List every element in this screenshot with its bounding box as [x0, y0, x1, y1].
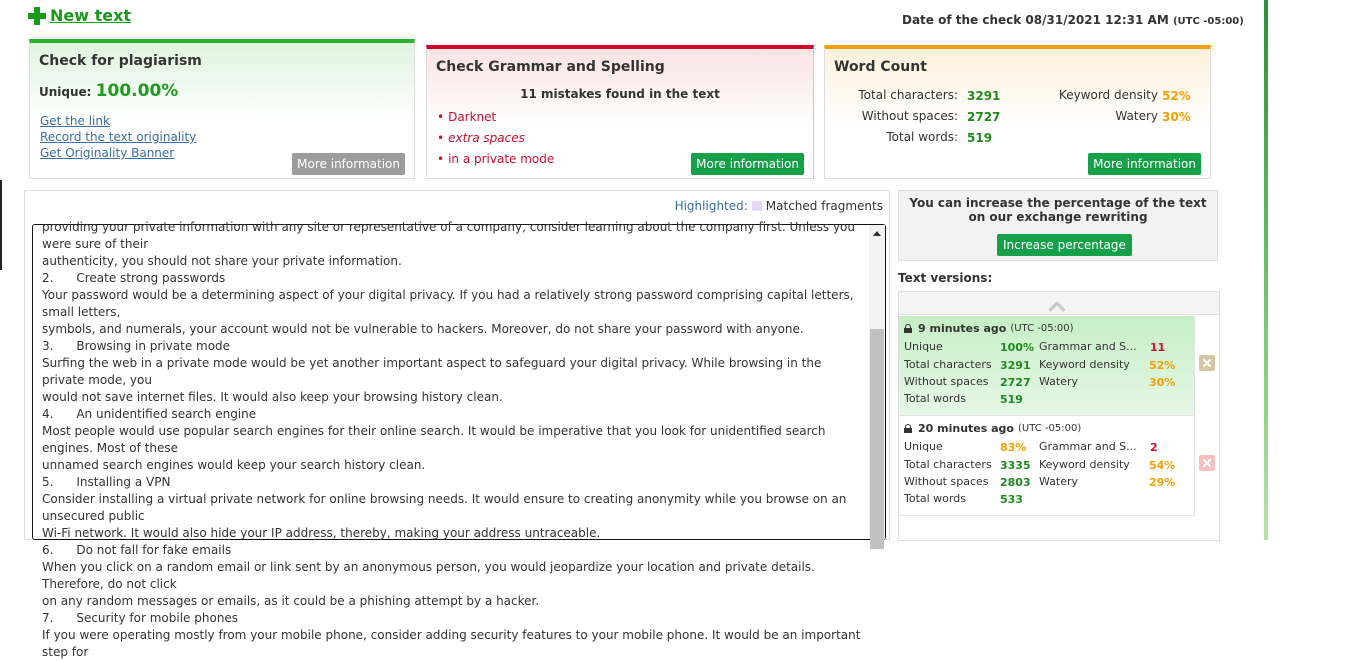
- text-line: unnamed search engines would keep your search history clean.: [42, 458, 426, 472]
- highlighted-label: Highlighted:: [674, 199, 748, 213]
- text-line: Your password would be a determining aspect of your digital privacy. If you had a relatively strong password comprising capital letters, small letters,: [42, 288, 854, 319]
- record-originality-link[interactable]: Record the text originality: [40, 130, 197, 144]
- version-time: 20 minutes ago: [918, 422, 1014, 435]
- get-link[interactable]: Get the link: [40, 114, 110, 128]
- text-panel: [24, 190, 890, 659]
- keyword-density-label: Keyword density: [1039, 358, 1130, 371]
- text-scrollbar[interactable]: [869, 225, 885, 539]
- grammar-error-item[interactable]: • Darknet: [437, 110, 497, 124]
- total-words-value: 519: [967, 131, 993, 145]
- text-line: Most people would use popular search engines for their online search. It would be imperative that you look for unidentified search engines. Most of these: [42, 424, 826, 455]
- text-line: authenticity, you should not share your private information.: [42, 254, 402, 268]
- keyword-density-value: 52%: [1149, 359, 1176, 372]
- grammar-more-button[interactable]: More information: [691, 153, 804, 175]
- grammar-title: Check Grammar and Spelling: [436, 59, 665, 75]
- version-item[interactable]: [899, 416, 1194, 516]
- lock-icon: [904, 424, 912, 433]
- unique-label: Unique:: [39, 85, 92, 99]
- text-line: Consider installing a virtual private network for online browsing needs. It would ensure to creating anonymity while you browse on an unsecured public: [42, 492, 847, 523]
- background-strip: [1264, 0, 1268, 540]
- total-words-label: Total words:: [886, 130, 958, 144]
- plagiarism-card: [29, 39, 415, 179]
- keyword-density-label: Keyword density: [1058, 88, 1158, 102]
- grammar-label: Grammar and S...: [1039, 340, 1137, 353]
- unique-label: Unique: [904, 440, 943, 453]
- version-header: [904, 322, 1074, 335]
- text-line: 6. Do not fall for fake emails: [42, 543, 232, 557]
- new-text-label: New text: [50, 6, 132, 25]
- keyword-density-label: Keyword density: [1039, 458, 1130, 471]
- window-edge: [0, 180, 2, 270]
- word-count-more-button[interactable]: More information: [1088, 153, 1201, 175]
- version-timezone: (UTC -05:00): [1017, 423, 1082, 434]
- version-time: 9 minutes ago: [918, 322, 1007, 335]
- word-count-card: [824, 45, 1211, 179]
- total-words-label: Total words: [904, 492, 966, 505]
- watery-value: 29%: [1149, 476, 1176, 489]
- lock-icon: [904, 324, 912, 333]
- unique-label: Unique: [904, 340, 943, 353]
- without-spaces-value: 2727: [1000, 376, 1031, 389]
- total-characters-label: Total characters:: [858, 88, 958, 102]
- keyword-density-value: 52%: [1162, 89, 1191, 103]
- text-line: providing your private information with any site or representative of a company, consider learning about the company first. Unless you were sure of their: [42, 220, 855, 251]
- check-date-timezone: (UTC -05:00): [1172, 16, 1244, 27]
- text-line: 3. Browsing in private mode: [42, 339, 231, 353]
- total-words-value: 533: [1000, 493, 1023, 506]
- without-spaces-label: Without spaces: [904, 475, 989, 488]
- keyword-density-value: 54%: [1149, 459, 1176, 472]
- total-characters-value: 3335: [1000, 459, 1031, 472]
- grammar-error-item[interactable]: • in a private mode: [437, 152, 555, 166]
- text-line: 2. Create strong passwords: [42, 271, 226, 285]
- versions-divider: [1194, 316, 1195, 516]
- text-editor[interactable]: [32, 220, 886, 659]
- matched-swatch: [752, 201, 762, 211]
- text-line: When you click on a random email or link sent by an anonymous person, you would jeopardize your location and private details. Therefore, do not click: [42, 560, 815, 591]
- watery-label: Watery: [1039, 475, 1079, 488]
- new-text-link[interactable]: [28, 6, 131, 25]
- without-spaces-value: 2727: [967, 110, 1001, 124]
- unique-value: 100.00%: [95, 81, 179, 101]
- versions-scroll-up[interactable]: [899, 292, 1219, 315]
- watery-value: 30%: [1162, 110, 1191, 124]
- total-words-label: Total words: [904, 392, 966, 405]
- without-spaces-label: Without spaces:: [861, 109, 958, 123]
- text-line: If you were operating mostly from your mobile phone, consider adding security features to your mobile phone. It would be an important step for: [42, 628, 861, 659]
- text-versions-list: [898, 291, 1220, 541]
- word-count-title: Word Count: [834, 59, 927, 75]
- text-line: symbols, and numerals, your account would not be vulnerable to hackers. Moreover, do not share your password with anyone.: [42, 322, 804, 336]
- total-characters-label: Total characters: [904, 358, 992, 371]
- unique-score: [39, 81, 178, 101]
- delete-version-icon[interactable]: [1199, 455, 1215, 471]
- watery-label: Watery: [1115, 109, 1158, 123]
- check-date-label: Date of the check 08/31/2021 12:31 AM: [902, 13, 1169, 27]
- unique-value: 100%: [1000, 341, 1034, 354]
- scroll-thumb[interactable]: [870, 329, 884, 549]
- rewrite-text: You can increase the percentage of the text on our exchange rewriting: [909, 196, 1207, 224]
- watery-value: 30%: [1149, 376, 1176, 389]
- total-words-value: 519: [1000, 393, 1023, 406]
- highlight-legend: [675, 199, 883, 213]
- text-line: 4. An unidentified search engine: [42, 407, 257, 421]
- text-line: would not save internet files. It would also keep your browsing history clean.: [42, 390, 503, 404]
- total-characters-value: 3291: [967, 89, 1001, 103]
- text-line: Surfing the web in a private mode would be yet another important aspect to safeguard your digital privacy. While browsing in the private mode, you: [42, 356, 822, 387]
- total-characters-value: 3291: [1000, 359, 1031, 372]
- without-spaces-value: 2803: [1000, 476, 1031, 489]
- grammar-label: Grammar and S...: [1039, 440, 1137, 453]
- plagiarism-title: Check for plagiarism: [39, 53, 202, 69]
- total-characters-label: Total characters: [904, 458, 992, 471]
- text-line: Wi-Fi network. It would also hide your IP address, thereby, making your address untraceable.: [42, 526, 601, 540]
- unique-value: 83%: [1000, 441, 1027, 454]
- increase-percentage-button[interactable]: Increase percentage: [997, 234, 1132, 256]
- grammar-error-item[interactable]: • extra spaces: [437, 131, 525, 145]
- version-timezone: (UTC -05:00): [1010, 323, 1074, 334]
- plus-icon: [28, 7, 46, 25]
- matched-fragments-label: Matched fragments: [765, 199, 883, 213]
- watery-label: Watery: [1039, 375, 1079, 388]
- version-item[interactable]: [899, 316, 1194, 416]
- delete-version-icon[interactable]: [1199, 355, 1215, 371]
- grammar-value: 11: [1150, 341, 1166, 354]
- scroll-up-arrow-icon[interactable]: [873, 231, 881, 236]
- text-content: [42, 219, 862, 661]
- mistakes-summary: 11 mistakes found in the text: [520, 87, 720, 101]
- plagiarism-more-button[interactable]: More information: [292, 153, 405, 175]
- originality-banner-link[interactable]: Get Originality Banner: [40, 146, 175, 160]
- text-line: 5. Installing a VPN: [42, 475, 171, 489]
- version-header: [904, 422, 1081, 435]
- grammar-card: [426, 45, 814, 179]
- text-line: on any random messages or emails, as it could be a phishing attempt by a hacker.: [42, 594, 540, 608]
- text-versions-title: Text versions:: [898, 271, 993, 285]
- grammar-value: 2: [1150, 441, 1158, 454]
- text-line: 7. Security for mobile phones: [42, 611, 239, 625]
- without-spaces-label: Without spaces: [904, 375, 989, 388]
- check-date: [902, 13, 1244, 27]
- rewrite-promo: [898, 190, 1218, 261]
